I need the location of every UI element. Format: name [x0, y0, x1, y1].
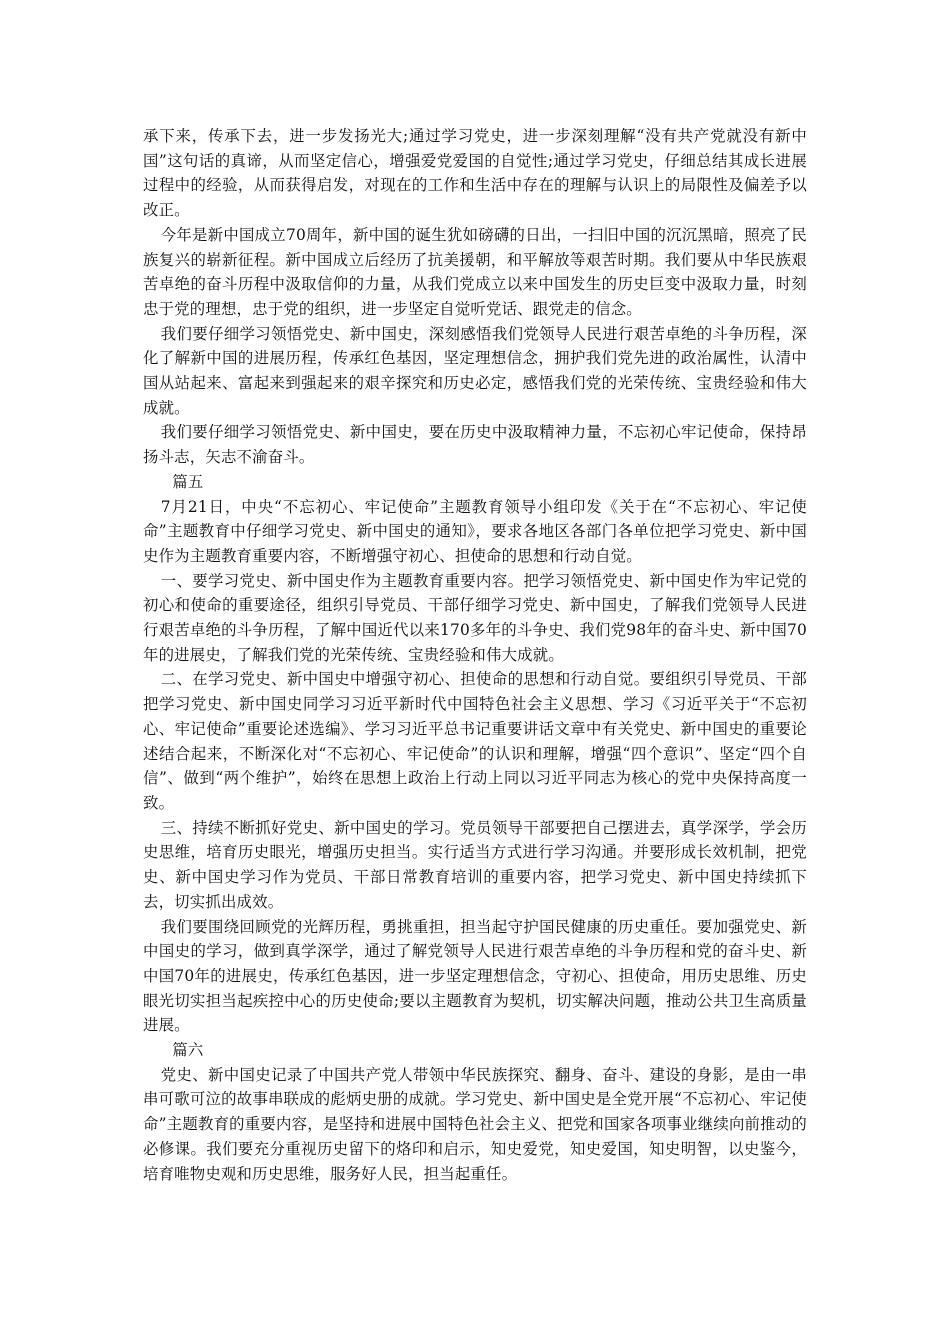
section-heading-five: 篇五: [172, 472, 204, 491]
section-heading-six: 篇六: [172, 1041, 204, 1060]
paragraph-notice: 7月21日，中央“不忘初心、牢记使命”主题教育领导小组印发《关于在“不忘初心、牢记使命”主题教育中仔细学习党史、新中国史的通知》，要求各地区各部门各单位把学习党史、新中国史作为主题教育重要内容，不断增强守初心、担使命的思想和行动自觉。: [143, 497, 807, 565]
paragraph-cdc-mission: 我们要围绕回顾党的光辉历程，勇挑重担，担当起守护国民健康的历史重任。要加强党史、新中国史的学习，做到真学深学，通过了解党领导人民进行艰苦卓绝的斗争历程和党的奋斗史、新中国70年的进展史，传承红色基因，进一步坚定理想信念，守初心、担使命，用历史思维、历史眼光切实担当起疾控中心的历史使命;要以主题教育为契机，切实解决问题，推动公共卫生高质量进展。: [143, 917, 807, 1035]
paragraph-point-two: 二、在学习党史、新中国史中增强守初心、担使命的思想和行动自觉。要组织引导党员、干部把学习党史、新中国史同学习习近平新时代中国特色社会主义思想、学习《习近平关于“不忘初心、牢记使命”重要论述选编》、学习习近平总书记重要讲话文章中有关党史、新中国史的重要论述结合起来，不断深化对“不忘初心、牢记使命”的认识和理解，增强“四个意识”、坚定“四个自信”、做到“两个维护”，始终在思想上政治上行动上同以习近平同志为核心的党中央保持高度一致。: [143, 670, 807, 812]
paragraph-history-record: 党史、新中国史记录了中国共产党人带领中华民族探究、翻身、奋斗、建设的身影，是由一串串可歌可泣的故事串联成的彪炳史册的成就。学习党史、新中国史是全党开展“不忘初心、牢记使命”主题教育的重要内容，是坚持和进展中国特色社会主义、把党和国家各项事业继续向前推动的必修课。我们要充分重视历史留下的烙印和启示，知史爱党，知史爱国，知史明智，以史鉴今，培育唯物史观和历史思维，服务好人民，担当起重任。: [143, 1065, 807, 1183]
paragraph-70th-anniversary: 今年是新中国成立70周年，新中国的诞生犹如磅礴的日出，一扫旧中国的沉沉黑暗，照亮了民族复兴的崭新征程。新中国成立后经历了抗美援朝，和平解放等艰苦时期。我们要从中华民族艰苦卓绝的奋斗历程中汲取信仰的力量，从我们党成立以来中国发生的历史巨变中汲取力量，时刻忠于党的理想，忠于党的组织，进一步坚定自觉听党话、跟党走的信念。: [143, 225, 807, 318]
paragraph-point-one: 一、要学习党史、新中国史作为主题教育重要内容。把学习领悟党史、新中国史作为牢记党的初心和使命的重要途径，组织引导党员、干部仔细学习党史、新中国史，了解我们党领导人民进行艰苦卓绝的斗争历程，了解中国近代以来170多年的斗争史、我们党98年的奋斗史、新中国70年的进展史，了解我们党的光荣传统、宝贵经验和伟大成就。: [143, 571, 807, 664]
paragraph-point-three: 三、持续不断抓好党史、新中国史的学习。党员领导干部要把自己摆进去，真学深学，学会历史思维，培育历史眼光，增强历史担当。实行适当方式进行学习沟通。并要形成长效机制，把党史、新中国史学习作为党员、干部日常教育培训的重要内容，把学习党史、新中国史持续抓下去，切实抓出成效。: [143, 818, 807, 911]
paragraph-spiritual-strength: 我们要仔细学习领悟党史、新中国史，要在历史中汲取精神力量，不忘初心牢记使命，保持昂扬斗志，矢志不渝奋斗。: [143, 423, 807, 467]
paragraph-study-history: 我们要仔细学习领悟党史、新中国史，深刻感悟我们党领导人民进行艰苦卓绝的斗争历程，深化了解新中国的进展历程，传承红色基因，坚定理想信念，拥护我们党先进的政治属性，认清中国从站起来、富起来到强起来的艰辛探究和历史必定，感悟我们党的光荣传统、宝贵经验和伟大成就。: [143, 324, 807, 417]
paragraph-continuation: 承下来，传承下去，进一步发扬光大;通过学习党史，进一步深刻理解“没有共产党就没有新中国”这句话的真谛，从而坚定信心，增强爱党爱国的自觉性;通过学习党史，仔细总结其成长进展过程中的经验，从而获得启发，对现在的工作和生活中存在的理解与认识上的局限性及偏差予以改正。: [143, 127, 807, 220]
